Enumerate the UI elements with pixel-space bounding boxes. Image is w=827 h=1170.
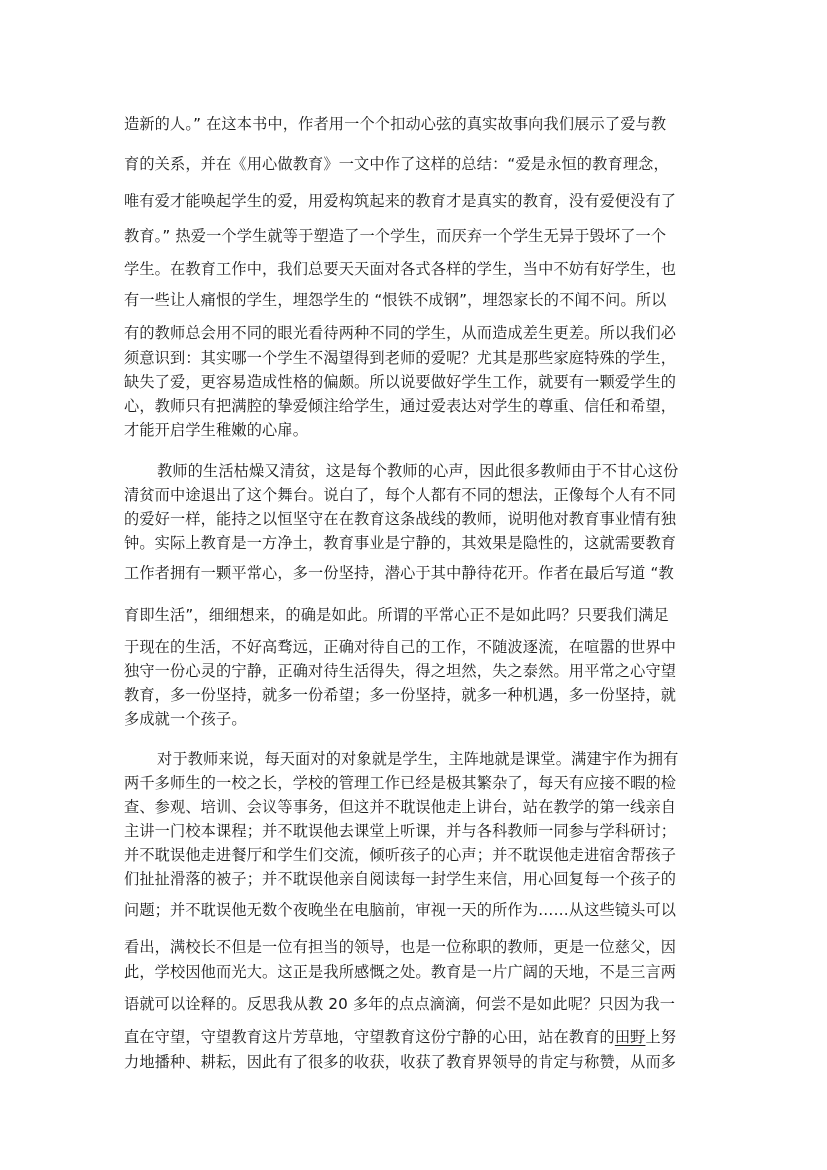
text-line: 教师的生活枯燥又清贫，这是每个教师的心声，因此很多教师由于不甘心这份 — [157, 462, 679, 480]
text-line: 两千多师生的一校之长，学校的管理工作已经是极其繁杂了，每天有应接不暇的检 — [124, 774, 677, 792]
text-segment: 直在守望，守望教育这片芳草地，守望教育这份宁静的心田，站在教育的 — [124, 1028, 615, 1046]
text-line: 有一些让人痛恨的学生，埋怨学生的 “恨铁不成钢”，埋怨家长的不闻不问。所以 — [124, 291, 667, 309]
text-line: 并不耽误他走进餐厅和学生们交流，倾听孩子的心声；并不耽误他走进宿舍帮孩子 — [124, 846, 677, 864]
text-line: 教育，多一份坚持，就多一份希望；多一份坚持，就多一种机遇，多一份坚持，就 — [124, 686, 677, 704]
text-line: 心，教师只有把满腔的挚爱倾注给学生，通过爱表达对学生的尊重、信任和希望， — [124, 397, 677, 415]
text-line: 对于教师来说，每天面对的对象就是学生，主阵地就是课堂。满建宇作为拥有 — [157, 750, 679, 768]
text-line: 有的教师总会用不同的眼光看待两种不同的学生，从而造成差生更差。所以我们必 — [124, 324, 677, 342]
text-line: 工作者拥有一颗平常心，多一份坚持，潜心于其中静待花开。作者在最后写道 “教 — [124, 564, 674, 582]
text-line: 须意识到：其实哪一个学生不渴望得到老师的爱呢？尤其是那些家庭特殊的学生， — [124, 349, 677, 367]
text-line: 独守一份心灵的宁静，正确对待生活得失，得之坦然，失之泰然。用平常之心守望 — [124, 662, 677, 680]
text-line: 学生。在教育工作中，我们总要天天面对各式各样的学生，当中不妨有好学生，也 — [124, 260, 677, 278]
text-line: 语就可以诠释的。反思我从教 20 多年的点点滴滴，何尝不是如此呢？只因为我一 — [124, 995, 676, 1013]
text-line — [124, 1027, 676, 1047]
text-line: 钟。实际上教育是一方净土，教育事业是宁静的，其效果是隐性的，这就需要教育 — [124, 534, 677, 552]
text-line: 多成就一个孩子。 — [124, 710, 247, 728]
text-line: 才能开启学生稚嫩的心扉。 — [124, 421, 309, 439]
text-line: 造新的人。” 在这本书中，作者用一个个扣动心弦的真实故事向我们展示了爱与教 — [124, 115, 667, 133]
text-line: 问题；并不耽误他无数个夜晚坐在电脑前，审视一天的所作为……从这些镜头可以 — [124, 901, 677, 919]
text-line: 查、参观、培训、会议等事务，但这并不耽误他走上讲台，站在教学的第一线亲自 — [124, 798, 677, 816]
text-line: 教育。” 热爱一个学生就等于塑造了一个学生，而厌弃一个学生无异于毁坏了一个 — [124, 227, 667, 245]
text-line: 主讲一门校本课程；并不耽误他去课堂上听课，并与各科教师一同参与学科研讨； — [124, 822, 677, 840]
text-line: 看出，满校长不但是一位有担当的领导，也是一位称职的教师，更是一位慈父，因 — [124, 938, 677, 956]
text-line: 的爱好一样，能持之以恒坚守在在教育这条战线的教师，说明他对教育事业情有独 — [124, 510, 677, 528]
text-line: 清贫而中途退出了这个舞台。说白了，每个人都有不同的想法，正像每个人有不同 — [124, 486, 677, 504]
text-line: 育即生活”，细细想来，的确是如此。所谓的平常心正不是如此吗？只要我们满足 — [124, 606, 669, 624]
text-segment: 上努 — [645, 1028, 677, 1046]
text-line: 此，学校因他而光大。这正是我所感慨之处。教育是一片广阔的天地，不是三言两 — [124, 963, 677, 981]
text-line: 育的关系，并在《用心做教育》一文中作了这样的总结：“爱是永恒的教育理念， — [124, 155, 669, 173]
text-line: 缺失了爱，更容易造成性格的偏颇。所以说要做好学生工作，就要有一颗爱学生的 — [124, 373, 677, 391]
text-line: 于现在的生活，不好高骛远，正确对待自己的工作，不随波逐流，在喧嚣的世界中 — [124, 638, 677, 656]
text-line: 力地播种、耕耘，因此有了很多的收获，收获了教育界领导的肯定与称赞，从而多 — [124, 1053, 677, 1071]
text-line: 们扯扯滑落的被子；并不耽误他亲自阅读每一封学生来信，用心回复每一个孩子的 — [124, 870, 677, 888]
text-line: 唯有爱才能唤起学生的爱，用爱构筑起来的教育才是真实的教育，没有爱便没有了 — [124, 192, 677, 210]
hyperlink[interactable]: 田野 — [614, 1028, 646, 1046]
